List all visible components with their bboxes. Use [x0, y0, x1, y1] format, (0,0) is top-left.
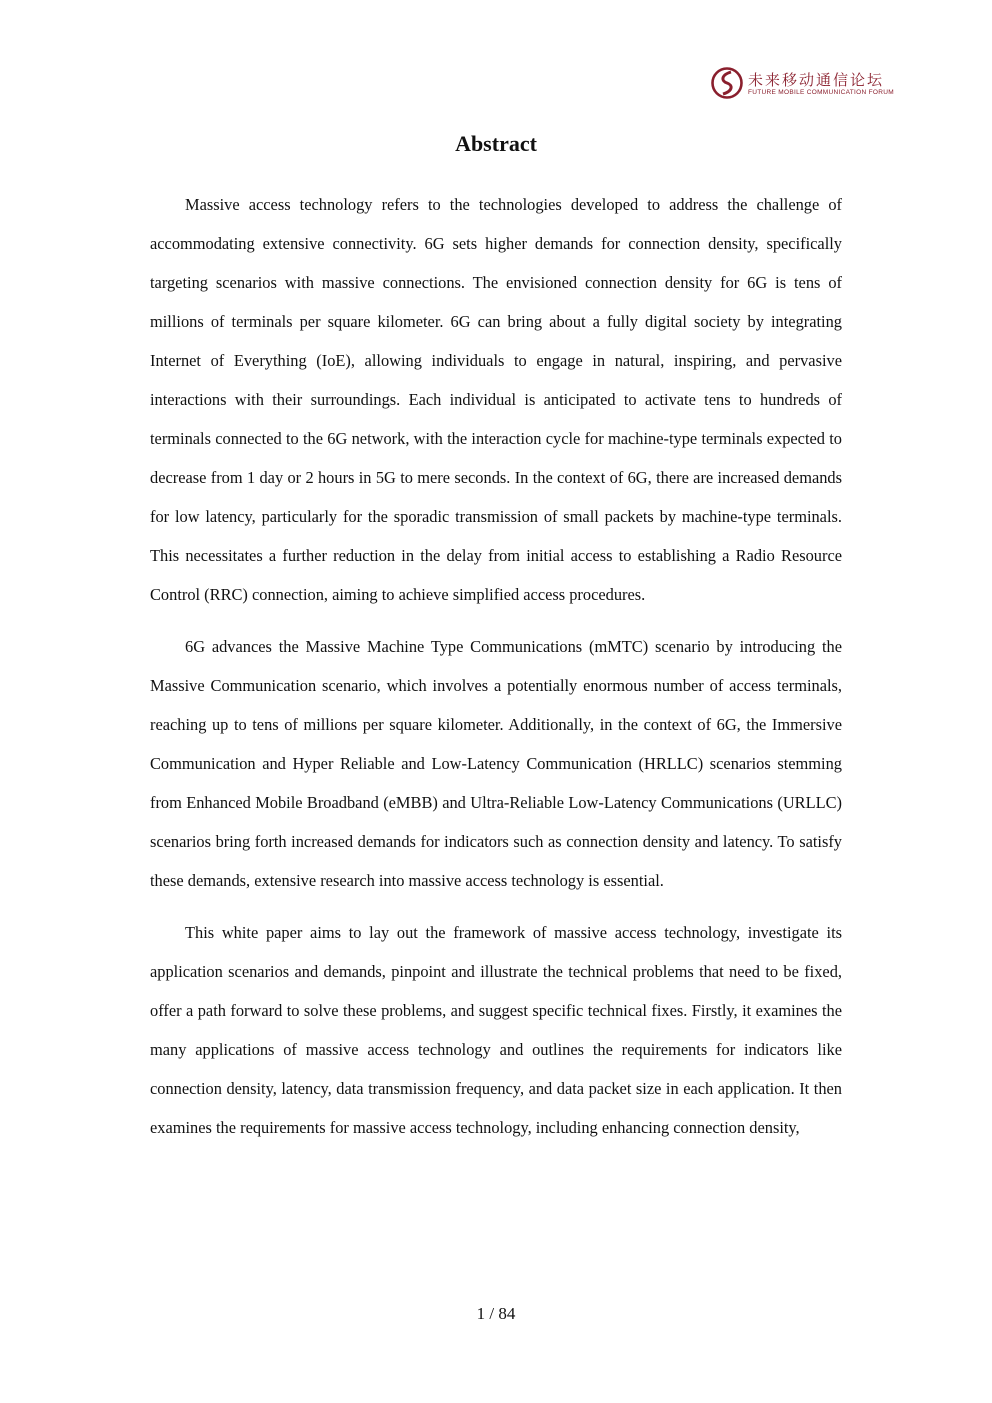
logo-text-en: FUTURE MOBILE COMMUNICATION FORUM	[748, 89, 894, 96]
page-title: Abstract	[455, 131, 537, 156]
abstract-paragraph-2: 6G advances the Massive Machine Type Communications (mMTC) scenario by introducing the Massive Communication scenario, which involves a potentially enormous number of access terminals, reaching up to tens of millions per square kilometer. Additionally, in the context of 6G, the Immersive Communication and Hyper Reliable and Low-Latency Communication (HRLLC) scenarios stemming from Enhanced Mobile Broadband (eMBB) and Ultra-Reliable Low-Latency Communications (URLLC) scenarios bring forth increased demands for indicators such as connection density and latency. To satisfy these demands, extensive research into massive access technology is essential.	[150, 637, 842, 890]
abstract-body	[150, 185, 842, 1160]
abstract-paragraph-3: This white paper aims to lay out the framework of massive access technology, investigate its application scenarios and demands, pinpoint and illustrate the technical problems that need to be fixed, offer a path forward to solve these problems, and suggest specific technical fixes. Firstly, it examines the many applications of massive access technology and outlines the requirements for indicators like connection density, latency, data transmission frequency, and data packet size in each application. It then examines the requirements for massive access technology, including enhancing connection density,	[150, 923, 842, 1137]
forum-logo	[710, 66, 894, 102]
page-number: 1 / 84	[476, 1304, 516, 1323]
logo-text-cn: 未来移动通信论坛	[748, 71, 885, 89]
forum-logo-icon	[710, 66, 744, 100]
abstract-paragraph-1: Massive access technology refers to the technologies developed to address the challenge of accommodating extensive connectivity. 6G sets higher demands for connection density, specifically targeting scenarios with massive connections. The envisioned connection density for 6G is tens of millions of terminals per square kilometer. 6G can bring about a fully digital society by integrating Internet of Everything (IoE), allowing individuals to engage in natural, inspiring, and pervasive interactions with their surroundings. Each individual is anticipated to activate tens to hundreds of terminals connected to the 6G network, with the interaction cycle for machine-type terminals expected to decrease from 1 day or 2 hours in 5G to mere seconds. In the context of 6G, there are increased demands for low latency, particularly for the sporadic transmission of small packets by machine-type terminals. This necessitates a further reduction in the delay from initial access to establishing a Radio Resource Control (RRC) connection, aiming to achieve simplified access procedures.	[150, 195, 842, 604]
